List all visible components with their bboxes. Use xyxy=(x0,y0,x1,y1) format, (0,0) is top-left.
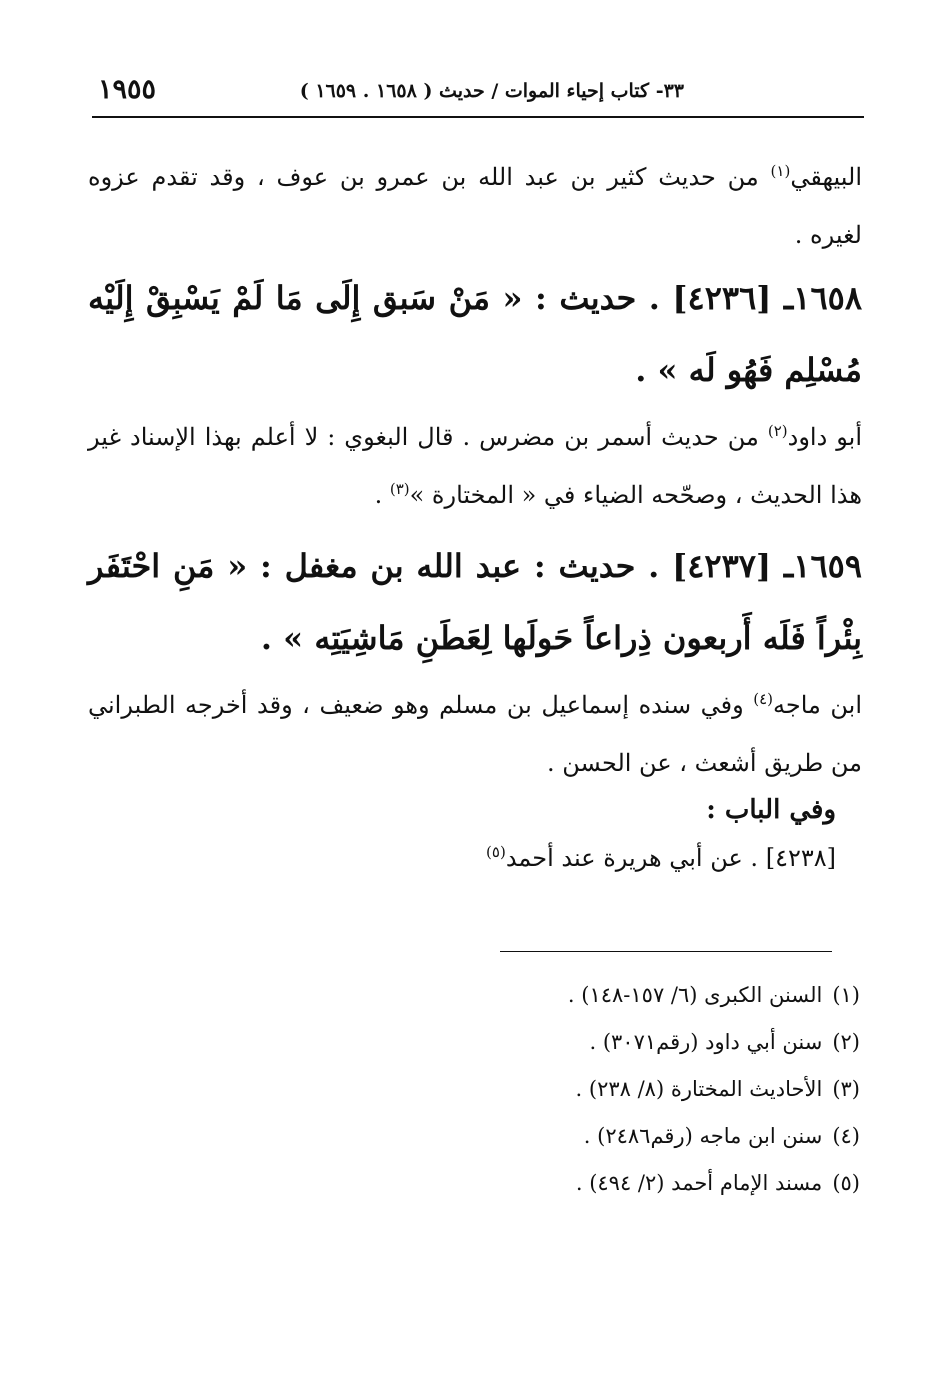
footnote-text: مسند الإمام أحمد (٢/ ٤٩٤) . xyxy=(575,1171,823,1195)
footnotes xyxy=(300,972,860,1207)
source-name: ابن ماجه xyxy=(772,691,862,719)
source-name: البيهقي xyxy=(790,163,862,191)
footnote-text: سنن ابن ماجه (رقم٢٤٨٦) . xyxy=(583,1124,823,1148)
page-number: ١٩٥٥ xyxy=(98,74,157,105)
page-header xyxy=(92,72,864,118)
paragraph-text xyxy=(88,148,862,264)
paragraph-text xyxy=(88,408,862,524)
header-divider xyxy=(92,116,864,118)
paragraph-body: من حديث أسمر بن مضرس . قال البغوي : لا أعلم بهذا الإسناد غير هذا الحديث ، وصحّحه الضياء في « المختارة » xyxy=(88,423,862,509)
footnote-1 xyxy=(300,972,860,1019)
bab-heading: وفي الباب : xyxy=(706,795,836,825)
footnote-number: (١) xyxy=(832,983,860,1007)
footnote-text: سنن أبي داود (رقم٣٠٧١) . xyxy=(589,1030,823,1054)
source-name: أبو داود xyxy=(787,423,862,451)
footnote-ref-5[interactable]: (٥) xyxy=(486,843,506,861)
footnote-ref-3[interactable]: (٣) xyxy=(389,480,410,498)
bab-entry-text: [٤٢٣٨] . عن أبي هريرة عند أحمد xyxy=(505,844,836,872)
footnote-number: (٤) xyxy=(832,1124,860,1148)
hadith-1658 xyxy=(88,262,862,406)
hadith-1659 xyxy=(88,530,862,674)
footnote-number: (٢) xyxy=(832,1030,860,1054)
paragraph-body: من حديث كثير بن عبد الله بن عمرو بن عوف ، وقد تقدم عزوه لغيره . xyxy=(88,163,862,249)
paragraph-ibn-majah xyxy=(88,676,862,792)
running-title: ٣٣- كتاب إحياء الموات / حديث ( ١٦٥٨ . ١٦٥٩ ) xyxy=(299,80,684,102)
footnote-5 xyxy=(300,1160,860,1207)
footnote-text: الأحاديث المختارة (٨/ ٢٣٨) . xyxy=(575,1077,823,1101)
bab-entry xyxy=(88,834,836,882)
paragraph-body: وفي سنده إسماعيل بن مسلم وهو ضعيف ، وقد أخرجه الطبراني من طريق أشعث ، عن الحسن . xyxy=(88,691,862,777)
footnote-number: (٣) xyxy=(832,1077,860,1101)
footnote-ref-2[interactable]: (٢) xyxy=(767,422,788,440)
footnote-number: (٥) xyxy=(832,1171,860,1195)
bab-section xyxy=(88,786,836,882)
footnote-2 xyxy=(300,1019,860,1066)
footnote-ref-1[interactable]: (١) xyxy=(770,162,791,180)
hadith-heading: ١٦٥٨ـ [٤٢٣٦] . حديث : « مَنْ سَبق إِلَى مَا لَمْ يَسْبِقْ إِلَيْه مُسْلِم فَهُو لَه » . xyxy=(88,279,863,389)
footnote-text: السنن الكبرى (٦/ ١٥٧-١٤٨) . xyxy=(567,983,823,1007)
footnote-divider xyxy=(500,951,832,952)
paragraph-end: . xyxy=(374,481,390,509)
footnote-4 xyxy=(300,1113,860,1160)
paragraph-abu-dawud xyxy=(88,408,862,524)
hadith-heading: ١٦٥٩ـ [٤٢٣٧] . حديث : عبد الله بن مغفل : « مَنِ احْتَفَر بِئْراً فَلَه أَربعون ذِراعاً حَولَها لِعَطَنِ مَاشِيَتِه » . xyxy=(88,547,863,657)
footnote-3 xyxy=(300,1066,860,1113)
paragraph-text xyxy=(88,676,862,792)
paragraph-bayhaqi xyxy=(88,148,862,264)
footnote-ref-4[interactable]: (٤) xyxy=(753,690,773,708)
